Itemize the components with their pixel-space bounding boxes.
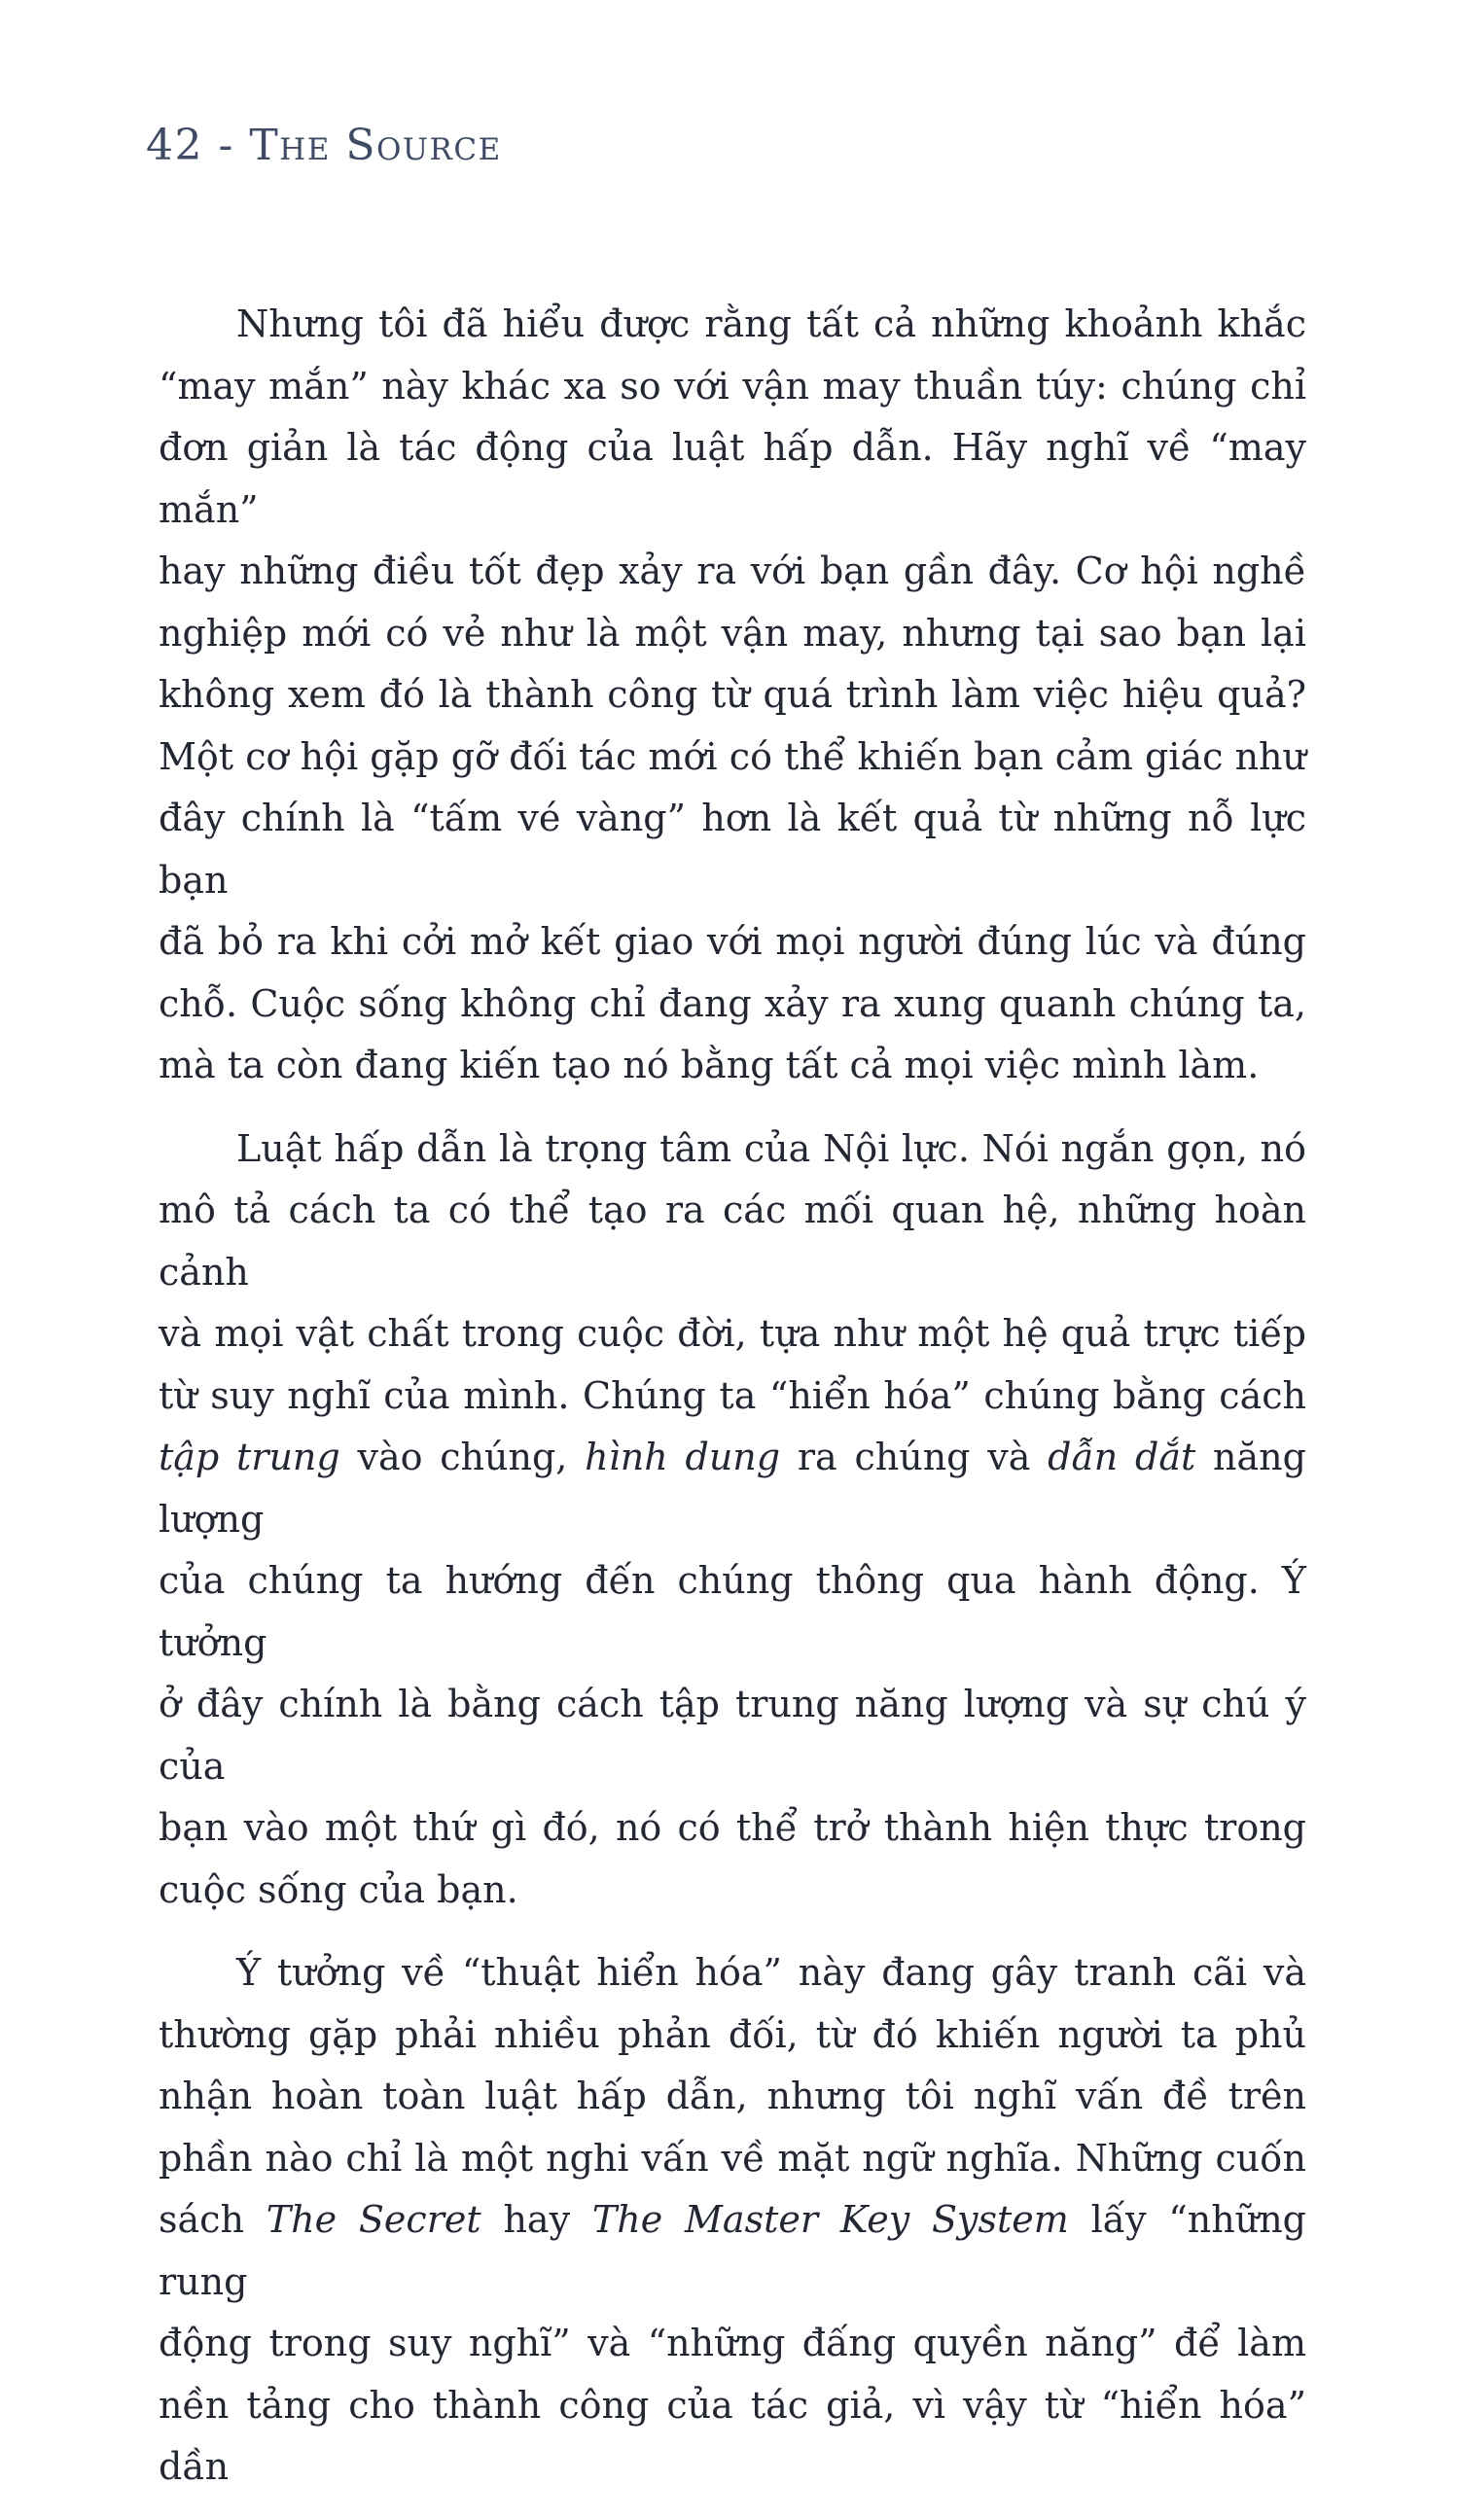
text-segment: sách — [159, 2198, 267, 2241]
text-line — [159, 1180, 1306, 1303]
paragraph — [159, 1942, 1306, 2499]
text-segment: vào chúng, — [339, 1436, 586, 1478]
text-segment: hay những điều tốt đẹp xảy ra với bạn gần đây. Cơ hội nghề — [159, 550, 1306, 592]
text-line — [159, 2313, 1306, 2375]
text-segment: hay — [480, 2198, 592, 2241]
text-segment: Một cơ hội gặp gỡ đối tác mới có thể khiến bạn cảm giác như — [159, 734, 1306, 778]
text-segment: của chúng ta hướng đến chúng thông qua hành động. Ý tưởng — [159, 1559, 1306, 1664]
text-segment: phần nào chỉ là một nghi vấn về mặt ngữ nghĩa. Những cuốn — [159, 2136, 1306, 2180]
text-segment: bạn vào một thứ gì đó, nó có thể trở thành hiện thực trong — [159, 1806, 1306, 1849]
text-line — [159, 664, 1306, 727]
text-line — [159, 356, 1306, 418]
paragraph — [159, 1118, 1306, 1922]
italic-text: The Master Key System — [591, 2198, 1069, 2241]
text-segment: từ suy nghĩ của mình. Chúng ta “hiển hóa” chúng bằng cách — [159, 1373, 1306, 1417]
text-segment: động trong suy nghĩ” và “những đấng quyền năng” để làm — [159, 2322, 1306, 2364]
paragraph — [159, 294, 1306, 1097]
text-line — [159, 1550, 1306, 1674]
text-segment: không xem đó là thành công từ quá trình làm việc hiệu quả? — [159, 673, 1306, 716]
text-line — [159, 541, 1306, 603]
text-segment: thường gặp phải nhiều phản đối, từ đó khiến người ta phủ — [159, 2012, 1306, 2056]
text-line — [159, 1366, 1306, 1428]
text-segment: đây chính là “tấm vé vàng” hơn là kết quả từ những nỗ lực bạn — [159, 797, 1306, 902]
text-line — [159, 417, 1306, 541]
text-line — [159, 1797, 1306, 1860]
text-segment: đơn giản là tác động của luật hấp dẫn. Hãy nghĩ về “may mắn” — [159, 426, 1306, 531]
text-line — [159, 2066, 1306, 2128]
italic-text: dẫn dắt — [1048, 1436, 1196, 1478]
text-segment: mô tả cách ta có thể tạo ra các mối quan hệ, những hoàn cảnh — [159, 1189, 1306, 1294]
text-segment: năng lượng — [159, 1436, 1306, 1541]
text-segment: cuộc sống của bạn. — [159, 1867, 518, 1911]
italic-text: hình dung — [585, 1436, 781, 1478]
text-segment: nghiệp mới có vẻ như là một vận may, nhưng tại sao bạn lại — [159, 611, 1306, 655]
text-line — [159, 2005, 1306, 2067]
text-segment: Ý tưởng về “thuật hiển hóa” này đang gây tranh cãi và — [236, 1951, 1306, 1994]
text-line — [159, 1427, 1306, 1550]
text-line — [159, 294, 1306, 356]
text-line — [159, 2128, 1306, 2190]
text-line — [159, 911, 1306, 974]
text-segment: ở đây chính là bằng cách tập trung năng lượng và sự chú ý của — [159, 1683, 1306, 1788]
text-segment: và mọi vật chất trong cuộc đời, tựa như một hệ quả trực tiếp — [159, 1312, 1306, 1355]
text-line — [159, 1303, 1306, 1366]
text-line — [159, 1860, 1306, 1922]
text-segment: ra chúng và — [780, 1436, 1049, 1478]
text-line — [159, 974, 1306, 1036]
text-segment: nền tảng cho thành công của tác giả, vì vậy từ “hiển hóa” dần — [159, 2383, 1306, 2488]
text-line — [159, 603, 1306, 665]
text-segment: chỗ. Cuộc sống không chỉ đang xảy ra xung quanh chúng ta, — [159, 981, 1306, 1025]
italic-text: tập trung — [159, 1436, 340, 1478]
text-segment: “may mắn” này khác xa so với vận may thuần túy: chúng chỉ — [159, 364, 1306, 408]
text-segment: Luật hấp dẫn là trọng tâm của Nội lực. Nói ngắn gọn, nó — [236, 1126, 1306, 1170]
running-header: 42 - The Source — [146, 121, 502, 170]
text-segment: lấy “những rung — [159, 2198, 1307, 2303]
body-text — [159, 294, 1306, 2520]
italic-text: The Secret — [266, 2198, 481, 2241]
text-line — [159, 1118, 1306, 1181]
text-line — [159, 1674, 1306, 1797]
text-line — [159, 2375, 1306, 2499]
text-segment: nhận hoàn toàn luật hấp dẫn, nhưng tôi nghĩ vấn đề trên — [159, 2075, 1306, 2117]
text-line — [159, 788, 1306, 911]
text-line — [159, 727, 1306, 789]
text-line — [159, 1035, 1306, 1097]
text-segment: Nhưng tôi đã hiểu được rằng tất cả những khoảnh khắc — [236, 302, 1306, 345]
text-line — [159, 2189, 1306, 2313]
text-segment: đã bỏ ra khi cởi mở kết giao với mọi người đúng lúc và đúng — [159, 920, 1306, 963]
text-line — [159, 1942, 1306, 2005]
text-segment: mà ta còn đang kiến tạo nó bằng tất cả mọi việc mình làm. — [159, 1044, 1260, 1086]
